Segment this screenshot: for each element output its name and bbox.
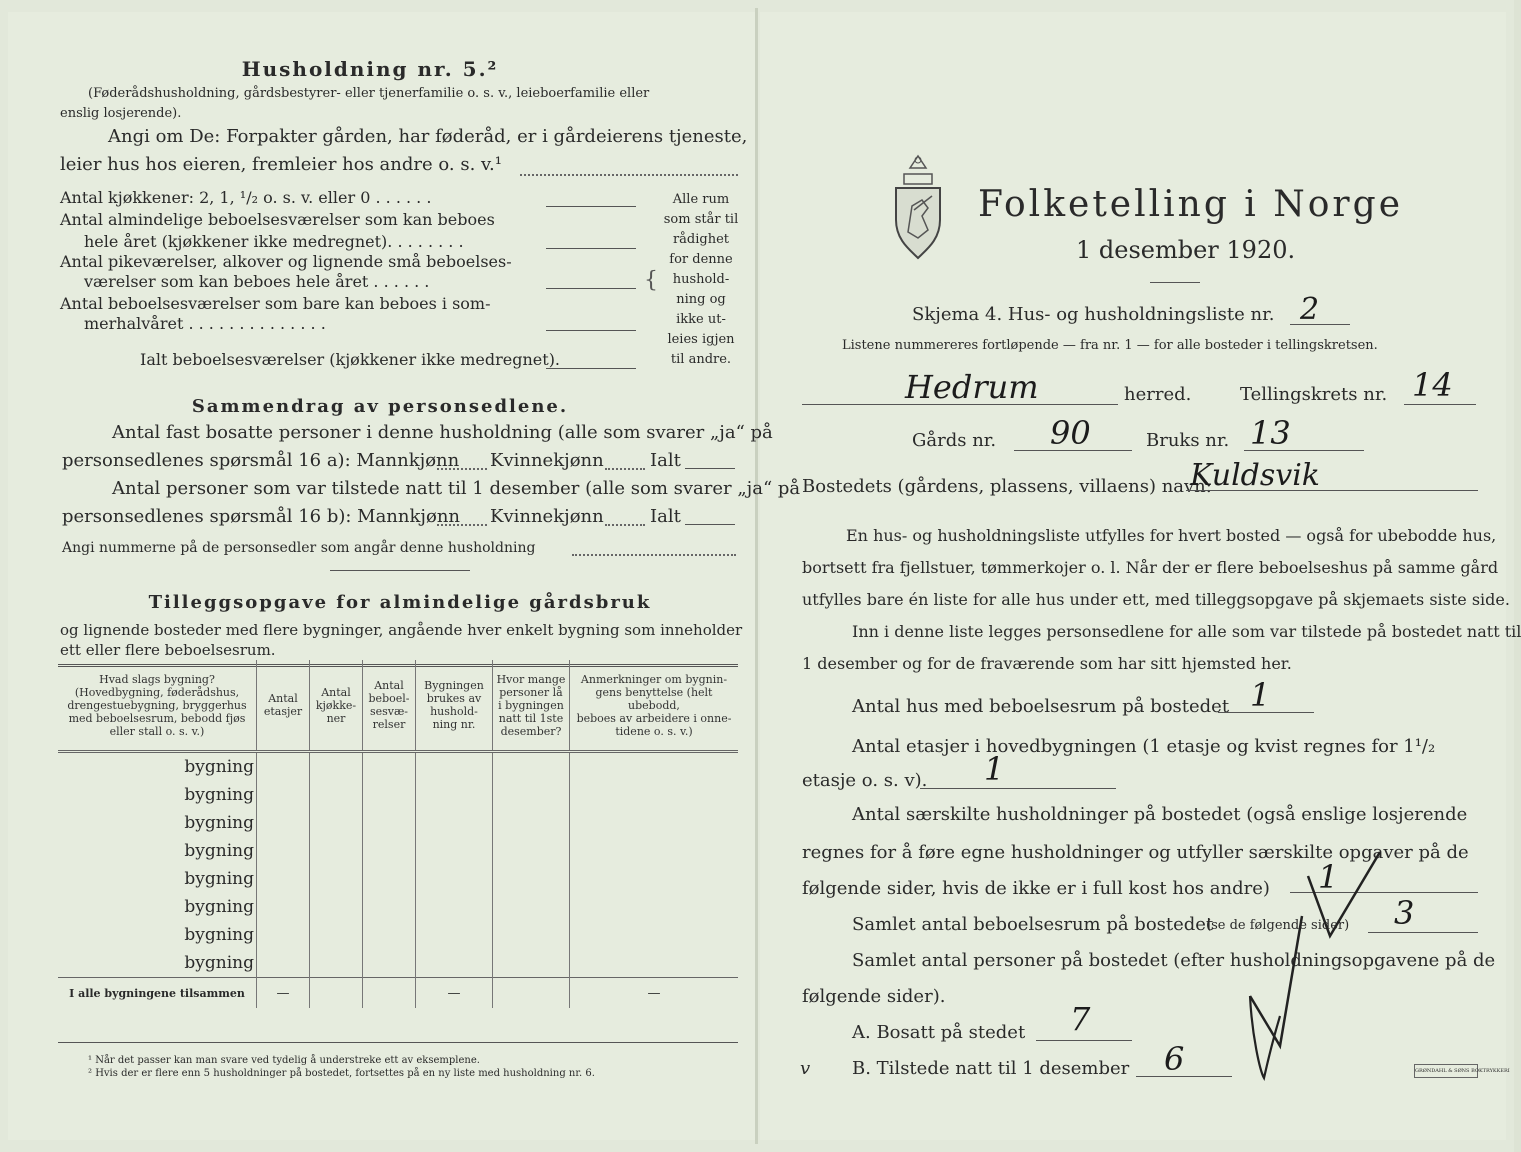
cell[interactable] (363, 837, 416, 865)
total-cell[interactable] (363, 978, 416, 1009)
col-kitchens: Antal kjøkke- ner (310, 660, 363, 752)
q-houses-label: Antal hus med beboelsesrum på bostedet (852, 696, 1230, 717)
form-title: Folketelling i Norge (978, 184, 1403, 225)
cell[interactable] (310, 752, 363, 782)
cell[interactable] (570, 865, 739, 893)
summary-1a: Antal fast bosatte personer i denne husholdning (alle som svarer „ja“ på (112, 422, 773, 443)
cell[interactable] (310, 809, 363, 837)
female-label-1: Kvinnekjønn (490, 450, 604, 471)
krets-field (1404, 404, 1476, 405)
female-present-field[interactable] (605, 524, 645, 526)
row-label[interactable]: bygning (184, 785, 254, 805)
cell[interactable] (416, 781, 493, 809)
instruction-3: utfylles bare én liste for alle hus under ett, med tilleggsopgave på skjemaets siste side. (802, 590, 1510, 609)
cell[interactable] (570, 809, 739, 837)
rooms-2a: Antal pikeværelser, alkover og lignende små beboelses- (60, 252, 512, 271)
cell[interactable] (493, 921, 570, 949)
krets-value[interactable]: 14 (1412, 366, 1453, 404)
row-label[interactable]: bygning (184, 841, 254, 861)
cell[interactable] (416, 893, 493, 921)
table-row (58, 893, 738, 921)
instruction-2: bortsett fra fjellstuer, tømmerkojer o. l. Når der er flere beboelseshus på samme gård (802, 558, 1499, 577)
cell[interactable] (310, 837, 363, 865)
rooms-3-field[interactable] (546, 330, 636, 331)
q-households-2: regnes for å føre egne husholdninger og utfyller særskilte opgaver på de (802, 842, 1469, 863)
cell[interactable] (493, 949, 570, 978)
row-label[interactable]: bygning (184, 925, 254, 945)
cell[interactable] (416, 752, 493, 782)
numbers-field[interactable] (572, 554, 736, 556)
q-houses-field (1218, 712, 1314, 713)
numbering-note: Listene nummereres fortløpende — fra nr. 1 — for alle bosteder i tellingskretsen. (842, 338, 1378, 353)
herred-value[interactable]: Hedrum (905, 368, 1039, 406)
bruks-value[interactable]: 13 (1250, 414, 1291, 452)
total-row-label: I alle bygningene tilsammen (58, 978, 257, 1009)
male-present-field[interactable] (437, 524, 487, 526)
cell[interactable] (363, 921, 416, 949)
cell[interactable] (416, 809, 493, 837)
rooms-3a: Antal beboelsesværelser som bare kan beboes i som- (60, 294, 491, 313)
kitchens-field[interactable] (546, 206, 636, 207)
table-bottom-rule (58, 1042, 738, 1043)
rooms-note (656, 190, 746, 370)
col-rooms: Antal beboel- sesvæ- relser (363, 660, 416, 752)
row-label[interactable]: bygning (58, 752, 257, 782)
bosted-label: Bostedets (gårdens, plassens, villaens) navn: (802, 476, 1212, 497)
total-label-1: Ialt (650, 450, 681, 471)
cell[interactable] (363, 781, 416, 809)
q-a-field (1036, 1040, 1132, 1041)
cell[interactable] (493, 781, 570, 809)
note-line: ikke ut- (676, 312, 726, 327)
printer-stamp: GRØNDAHL & SØNS BOKTRYKKERI (1414, 1064, 1478, 1078)
brace-icon: { (644, 268, 658, 293)
margin-check-mark: v (800, 1058, 811, 1079)
row-label[interactable]: bygning (184, 869, 254, 889)
herred-field (802, 404, 1118, 405)
row-label[interactable]: bygning (184, 953, 254, 973)
q-households-value[interactable]: 1 (1318, 858, 1339, 896)
col-remarks: Anmerkninger om bygnin- gens benyttelse (helt ubebodd, beboes av arbeidere i onne- tidene o. s. v.) (570, 660, 739, 752)
q-floors-2: etasje o. s. v). (802, 770, 928, 791)
footnote-2: ² Hvis der er flere enn 5 husholdninger på bostedet, fortsettes på en ny liste med husholdning nr. 6. (88, 1068, 595, 1079)
summary-1b: personsedlenes spørsmål 16 a): Mannkjønn (62, 450, 460, 471)
cell[interactable] (257, 865, 310, 893)
bruks-field (1244, 450, 1364, 451)
cell[interactable] (310, 865, 363, 893)
note-line: ning og (676, 292, 726, 307)
table-total-row (58, 978, 738, 1009)
q-houses-value[interactable]: 1 (1250, 676, 1271, 714)
table-row (58, 865, 738, 893)
household-subtitle-1: (Føderådshusholdning, gårdsbestyrer- eller tjenerfamilie o. s. v., leieboerfamilie eller (88, 86, 650, 101)
summary-title: Sammendrag av personsedlene. (191, 396, 569, 417)
q-rooms-label: Samlet antal beboelsesrum på bostedet (852, 914, 1214, 935)
female-label-2: Kvinnekjønn (490, 506, 604, 527)
total-cell[interactable] (493, 978, 570, 1009)
schema-field (1290, 324, 1350, 325)
note-line: leies igjen (667, 332, 735, 347)
q-persons-2: følgende sider). (802, 986, 946, 1007)
kitchens-label: Antal kjøkkener: 2, 1, ¹/₂ o. s. v. eller 0 . . . . . . (60, 188, 432, 207)
household-subtitle-2: enslig losjerende). (60, 106, 182, 121)
total-present-field[interactable] (685, 524, 735, 525)
cell[interactable] (570, 921, 739, 949)
household-title: Husholdning nr. 5.² (241, 57, 499, 81)
cell[interactable] (310, 893, 363, 921)
total-household: — (416, 978, 493, 1009)
summary-2b: personsedlenes spørsmål 16 b): Mannkjønn (62, 506, 461, 527)
q-a-label: A. Bosatt på stedet (852, 1022, 1026, 1043)
ask-line-2: leier hus hos eieren, fremleier hos andre o. s. v.¹ (60, 154, 502, 175)
bruks-label: Bruks nr. (1146, 430, 1230, 451)
cell[interactable] (416, 921, 493, 949)
q-households-3: følgende sider, hvis de ikke er i full kost hos andre) (802, 878, 1270, 899)
cell[interactable] (493, 809, 570, 837)
rooms-1b: hele året (kjøkkener ikke medregnet). . . . . . . . (84, 232, 464, 251)
cell[interactable] (257, 752, 310, 782)
note-line: som står til (663, 212, 739, 227)
cell[interactable] (363, 865, 416, 893)
table-row (58, 949, 738, 978)
q-b-field (1136, 1076, 1232, 1077)
bosted-value[interactable]: Kuldsvik (1190, 458, 1320, 493)
cell[interactable] (257, 837, 310, 865)
rooms-1a: Antal almindelige beboelsesværelser som kan beboes (60, 210, 495, 229)
rooms-1-field[interactable] (546, 248, 636, 249)
note-line: for denne (669, 252, 733, 267)
cell[interactable] (493, 837, 570, 865)
title-divider (1150, 282, 1200, 283)
q-rooms-value[interactable]: 3 (1394, 894, 1415, 932)
cell[interactable] (493, 893, 570, 921)
page-fold (755, 8, 758, 1144)
form-date: 1 desember 1920. (1076, 236, 1296, 264)
gards-field (1014, 450, 1132, 451)
rooms-3b: merhalvåret . . . . . . . . . . . . . . (84, 314, 326, 333)
col-building-type: Hvad slags bygning? (Hovedbygning, føderådshus, drengestuebygning, bryggerhus med beboelsesrum, bebodd fjøs eller stall o. s. v.) (67, 672, 247, 738)
divider (330, 570, 470, 571)
check-mark-strokes-icon (1240, 846, 1400, 1086)
q-households-1: Antal særskilte husholdninger på bostedet (også enslige losjerende (852, 804, 1468, 825)
gards-label: Gårds nr. (912, 430, 997, 451)
cell[interactable] (570, 893, 739, 921)
cell[interactable] (363, 752, 416, 782)
total-remarks: — (570, 978, 739, 1009)
cell[interactable] (363, 893, 416, 921)
note-line: Alle rum (672, 192, 730, 207)
col-household-no: Bygningen brukes av hushold- ning nr. (416, 660, 493, 752)
cell[interactable] (257, 921, 310, 949)
female-resident-field[interactable] (605, 468, 645, 470)
building-table (58, 660, 738, 1008)
table-row (58, 809, 738, 837)
krets-label: Tellingskrets nr. (1240, 384, 1388, 405)
cell[interactable] (257, 809, 310, 837)
bosted-field (1186, 490, 1478, 491)
table-row (58, 837, 738, 865)
q-persons-1: Samlet antal personer på bostedet (efter husholdningsopgavene på de (852, 950, 1496, 971)
table-row (58, 921, 738, 949)
q-a-value[interactable]: 7 (1070, 1000, 1091, 1038)
q-floors-field (920, 788, 1116, 789)
cell[interactable] (493, 865, 570, 893)
q-rooms-note: (se de følgende sider) (1206, 918, 1350, 933)
ask-fill-line (520, 174, 738, 176)
rooms-total-label: Ialt beboelsesværelser (kjøkkener ikke medregnet). (140, 350, 561, 369)
q-floors-1: Antal etasjer i hovedbygningen (1 etasje og kvist regnes for 1¹/₂ (852, 736, 1436, 757)
q-floors-value[interactable]: 1 (984, 750, 1005, 788)
cell[interactable] (257, 781, 310, 809)
total-floors: — (257, 978, 310, 1009)
col-floors: Antal etasjer (257, 660, 310, 752)
supplement-line-1: og lignende bosteder med flere bygninger, angående hver enkelt bygning som inneholder (60, 621, 743, 639)
row-label[interactable]: bygning (184, 813, 254, 833)
note-line: hushold- (672, 272, 730, 287)
cell[interactable] (416, 865, 493, 893)
rooms-2-field[interactable] (546, 288, 636, 289)
table-row (58, 752, 738, 782)
rooms-2b: værelser som kan beboes hele året . . . . . . (84, 272, 430, 291)
instruction-1: En hus- og husholdningsliste utfylles for hvert bosted — også for ubebodde hus, (846, 526, 1497, 545)
total-label-2: Ialt (650, 506, 681, 527)
col-persons: Hvor mange personer lå i bygningen natt til 1ste desember? (493, 660, 570, 752)
cell[interactable] (363, 949, 416, 978)
gards-value[interactable]: 90 (1050, 414, 1091, 452)
rooms-total-field[interactable] (546, 368, 636, 369)
schema-label: Skjema 4. Hus- og husholdningsliste nr. (912, 304, 1275, 325)
cell[interactable] (257, 949, 310, 978)
cell[interactable] (310, 949, 363, 978)
herred-label: herred. (1124, 384, 1192, 405)
norway-coat-of-arms-icon (888, 150, 948, 265)
q-b-label: B. Tilstede natt til 1 desember (852, 1058, 1130, 1079)
instruction-5: 1 desember og for de fraværende som har sitt hjemsted her. (802, 654, 1292, 673)
cell[interactable] (416, 949, 493, 978)
numbers-line: Angi nummerne på de personsedler som angår denne husholdning (62, 540, 536, 556)
cell[interactable] (363, 809, 416, 837)
cell[interactable] (570, 781, 739, 809)
cell[interactable] (570, 837, 739, 865)
schema-value[interactable]: 2 (1300, 292, 1320, 327)
supplement-line-2: ett eller flere beboelsesrum. (60, 641, 276, 659)
total-cell[interactable] (310, 978, 363, 1009)
note-line: rådighet (672, 232, 730, 247)
instruction-4: Inn i denne liste legges personsedlene for alle som var tilstede på bostedet natt til (852, 622, 1521, 641)
cell[interactable] (570, 752, 739, 782)
row-label[interactable]: bygning (184, 897, 254, 917)
cell[interactable] (257, 893, 310, 921)
q-b-value[interactable]: 6 (1164, 1040, 1185, 1078)
cell[interactable] (310, 921, 363, 949)
table-row (58, 781, 738, 809)
cell[interactable] (570, 949, 739, 978)
total-resident-field[interactable] (685, 468, 735, 469)
footnote-1: ¹ Når det passer kan man svare ved tydelig å understreke ett av eksemplene. (88, 1055, 480, 1066)
supplement-title: Tilleggsopgave for almindelige gårdsbruk (148, 592, 652, 613)
male-resident-field[interactable] (437, 468, 487, 470)
ask-line-1: Angi om De: Forpakter gården, har føderåd, er i gårdeierens tjeneste, (108, 126, 748, 147)
summary-2a: Antal personer som var tilstede natt til 1 desember (alle som svarer „ja“ på (112, 478, 801, 499)
cell[interactable] (416, 837, 493, 865)
cell[interactable] (310, 781, 363, 809)
cell[interactable] (493, 752, 570, 782)
table-header-row (58, 660, 738, 752)
note-line: til andre. (670, 352, 732, 367)
